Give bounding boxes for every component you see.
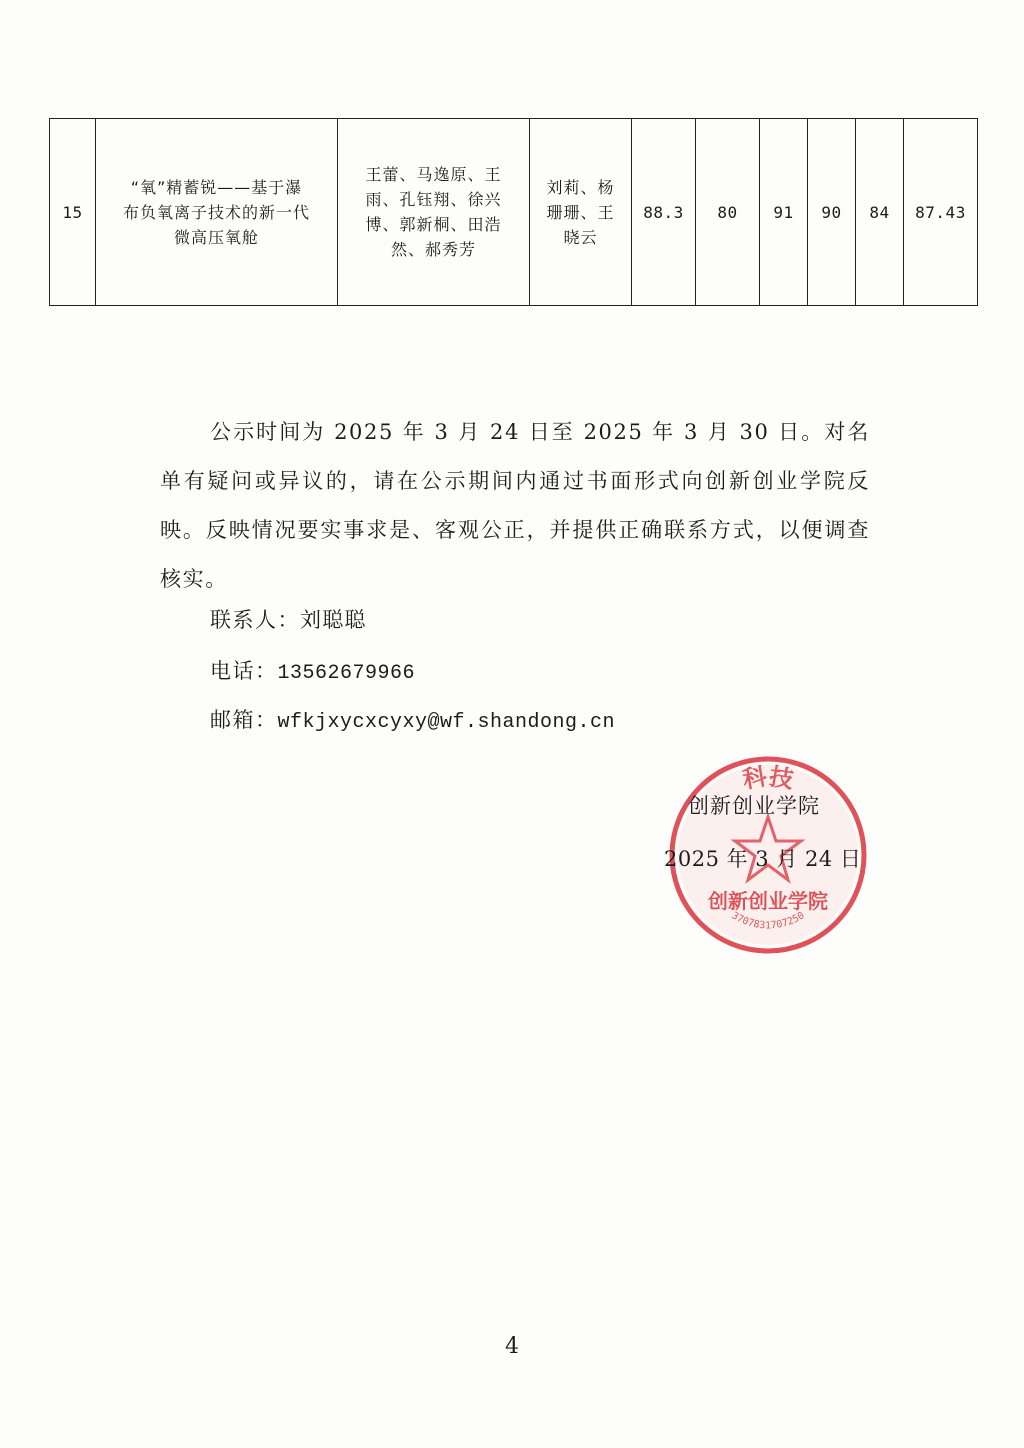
advisors-line: 晓云 <box>563 227 598 247</box>
advisors-line: 刘莉、杨 <box>546 177 615 197</box>
score-cell: 88.3 <box>632 119 696 306</box>
contact-phone-number: 13562679966 <box>277 662 416 685</box>
score-cell: 90 <box>808 119 856 306</box>
signature-date: 2025 年 3 月 24 日 <box>664 847 862 871</box>
final-score-cell: 87.43 <box>904 119 978 306</box>
score-table <box>49 118 978 306</box>
seal-bottom-text: 创新创业学院 <box>708 889 828 913</box>
score-cell: 91 <box>760 119 808 306</box>
members-cell <box>338 119 530 306</box>
advisors-cell <box>530 119 632 306</box>
members-line: 王蕾、马逸原、王 <box>365 165 502 184</box>
advisors-line: 珊珊、王 <box>546 202 615 222</box>
signature-org: 创新创业学院 <box>688 794 820 818</box>
members-line: 博、郭新桐、田浩 <box>365 215 502 234</box>
seal-code: 3707831707250 <box>729 910 807 932</box>
project-name-cell <box>96 119 338 306</box>
contact-person <box>210 604 367 634</box>
score-cell: 80 <box>696 119 760 306</box>
contact-email <box>210 704 615 734</box>
project-name-line: 布负氧离子技术的新一代 <box>122 202 310 222</box>
contact-person-name: 刘聪聪 <box>300 608 367 632</box>
contact-phone-label: 电话： <box>210 659 278 683</box>
members-line: 然、郝秀芳 <box>390 240 476 259</box>
page-number: 4 <box>505 1334 519 1359</box>
project-name-line: “氧”精蓄锐——基于瀑 <box>130 177 303 197</box>
contact-email-label: 邮箱： <box>210 708 278 732</box>
score-cell: 84 <box>856 119 904 306</box>
members-line: 雨、孔钰翔、徐兴 <box>365 190 502 209</box>
project-name-line: 微高压氧舱 <box>173 227 259 247</box>
row-index: 15 <box>50 119 96 306</box>
notice-paragraph: 公示时间为 2025 年 3 月 24 日至 2025 年 3 月 30 日。对名单有疑问或异议的，请在公示期间内通过书面形式向创新创业学院反映。反映情况要实事求是、客观公正，并提供正确联系方式，以便调查核实。 <box>160 420 870 591</box>
contact-email-address: wfkjxycxcyxy@wf.shandong.cn <box>277 711 616 734</box>
contact-phone <box>210 655 415 685</box>
table-row <box>50 119 978 306</box>
contact-person-label: 联系人： <box>210 608 300 632</box>
seal-top-text: 科技 <box>740 762 796 794</box>
